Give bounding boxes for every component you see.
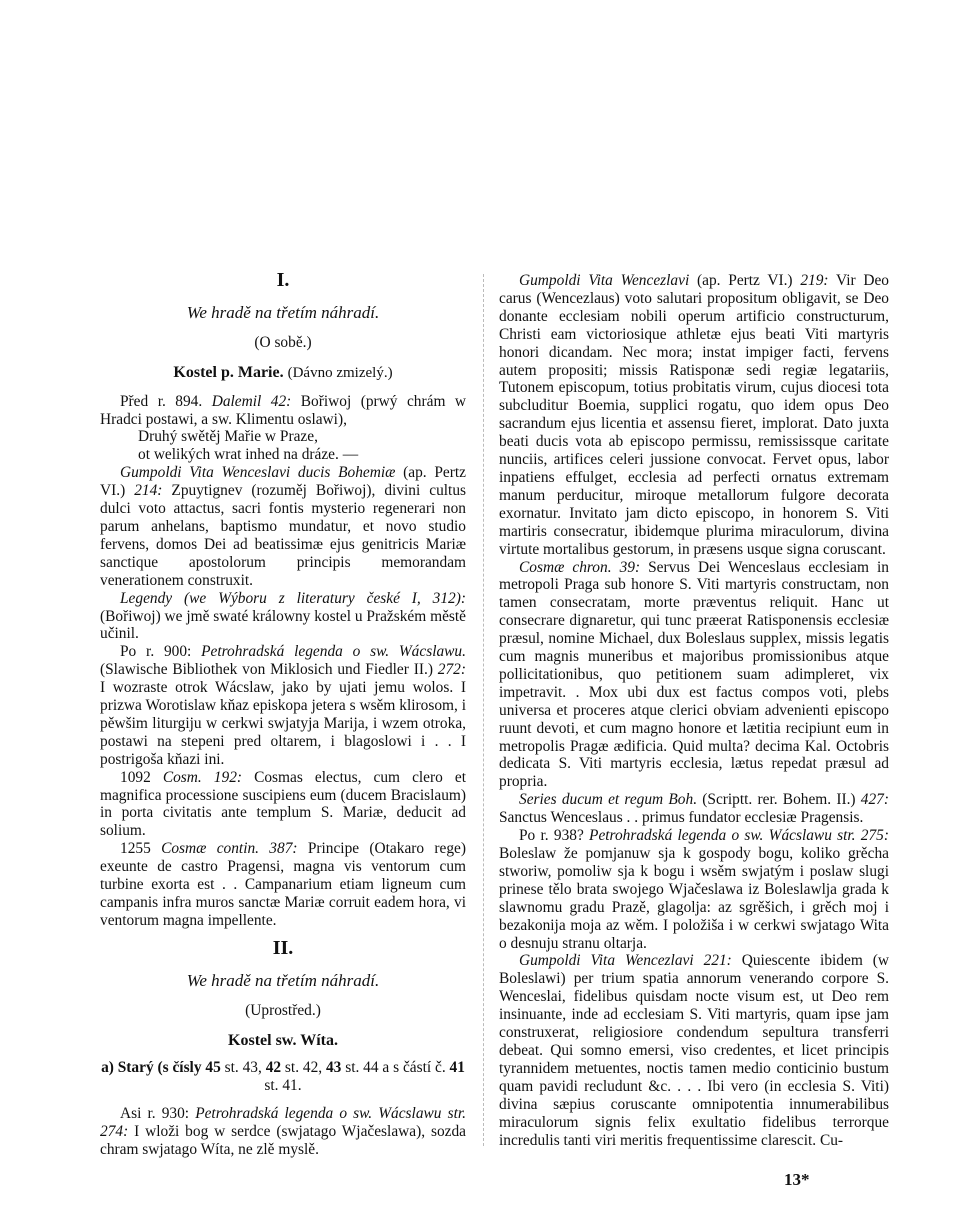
church-heading: Kostel sw. Wíta. bbox=[228, 1031, 338, 1049]
paragraph: Po r. 938? Petrohradská legenda o sw. Wácslawu str. 275: Boleslaw že pomjanuw sja k gospody bogu, koliko grěcha stworiw, pomoliw sja k bogu i wsěm swjatým i poslaw slugi prinese tělo brata swojego Wjačeslawa iz Boleslawlja grada k slawnomu gradu Prazě, glagolja: az sgrěšich, i grěch moj i bezakonija moja az wěm. I položiša i w cerkwi swjatago Wita o desnuju stranu oltarja. bbox=[499, 827, 889, 952]
source-citation: Petrohradská legenda o sw. Wácslawu str. 274: bbox=[100, 1105, 466, 1141]
paragraph: Gumpoldi Vita Wencezlavi (ap. Pertz VI.) 219: Vir Deo carus (Wencezlaus) voto salutari propositum obligavit, se Deo donante ecclesiam nobili operum artificio constructurum, Christi eam victoriosique athletæ ejus beati Viti martyris honori dicandam. Nec mora; instat impiger facti, fervens autem propositi; missis Ratisponæ sedi regiæ legatariis, Tutonem episcopum, totius probitatis virum, cujus diocesi tota subcluditur Boemia, supplici rogatu, quo idem opus Deo sacrandum ejus licentia et assensu fieret, implorat. Dato juxta beati ducis vota ab episcopo permissu, remississque caritate nunciis, artifices celeri jussione convocat. Fervet opus, labor inpatiens effulget, ecclesia ad perfecti ornatus extremam manum perducitur, miroque metallorum fulgore decorata exornatur. Invitato jam dicto episcopo, in honorem S. Viti martiris consecratur, ibidemque plurima miraculorum, divina virtute mortalibus gestorum, in præsens usque signa coruscant. bbox=[499, 272, 890, 558]
verse-line: ot welikých wrat inhed na dráze. — bbox=[138, 446, 359, 464]
left-column bbox=[100, 269, 467, 1159]
source-citation: Cosmæ contin. 387: bbox=[161, 840, 298, 858]
source-citation: Petrohradská legenda o sw. Wácslawu str. 275: bbox=[589, 827, 889, 845]
source-citation: Cosm. 192: bbox=[162, 768, 243, 786]
paragraph: Cosmæ chron. 39: Servus Dei Wenceslaus ecclesiam in metropoli Praga sub honore S. Viti martyris constructam, non tamen consecratam, morte præventus reliquit. Hanc ut consecrare dignaretur, qui tunc præerat Ratisponensis ecclesiæ præsul, nomine Michael, dux Boleslaus supplex, missis legatis cum magnis muneribus et majoribus promissionibus atque pollicitationibus, quo petitionem suam adimpleret, vix impetravit. . Mox ubi dux est factus compos voti, plebs universa et proceres atque clerici obviam advenienti episcopo ruunt devoti, et cum magno honore et lætitia recipiunt eum in metropolis Pragæ ædificia. Quid multa? decima Kal. Octobris dedicata S. Viti martyris ecclesia, lætus repedat præsul ad propria. bbox=[499, 558, 889, 791]
paragraph: Asi r. 930: Petrohradská legenda o sw. Wácslawu str. 274: I wloži bog w serdce (swjatago Wjačeslawa), sozda chram swjatago Wíta, ne zlě myslě. bbox=[100, 1105, 466, 1159]
section-number: II. bbox=[272, 936, 294, 959]
source-citation: Cosmæ chron. 39: bbox=[519, 558, 641, 576]
paragraph: Legendy (we Wýboru z literatury české I, 312): (Bořiwoj) we jmě swaté králowny kostel u Pražském městě učinil. bbox=[100, 589, 466, 643]
section-note: (Uprostřed.) bbox=[245, 1001, 321, 1019]
source-citation: Series ducum et regum Boh. bbox=[519, 791, 698, 809]
paragraph: 1255 Cosmæ contin. 387: Principe (Otakaro rege) exeunte de castro Pragensi, magna vis ventorum cum turbine exorta est . . Campanarium etiam ligneum cum campanis infra muros sanctæ Mariæ corruit eadem hora, vi ventorum magna impellente. bbox=[100, 840, 466, 929]
paragraph: 1092 Cosm. 192: Cosmas electus, cum clero et magnifica processione suscipiens eum (ducem Bracislaum) in porta civitatis ante templum S. Mariæ, deducit ad solium. bbox=[100, 768, 466, 840]
church-note: (Dávno zmizelý.) bbox=[287, 364, 393, 381]
paragraph: Po r. 900: Petrohradská legenda o sw. Wácslawu. (Slawische Bibliothek von Miklosich und Fiedler II.) 272: I wozraste otrok Wácslaw, jako by ujati jemu wolos. I prizwa Worotislaw kňaz episkopa jetera s wsěm klirosom, i pěwšim liturgiju w cerkwi swjatyja Marija, i wzem otroka, postawi na stepeni pred oltarem, i blagoslowi i . . I postrigoša kňazi ini. bbox=[100, 643, 466, 768]
church-heading: Kostel p. Marie. (Dávno zmizelý.) bbox=[173, 363, 393, 381]
source-citation: Legendy (we Wýboru z literatury české I, 312): bbox=[120, 589, 466, 607]
verse-line: Druhý swětěj Mařie w Praze, bbox=[138, 428, 318, 446]
page-signature: 13* bbox=[784, 1170, 810, 1189]
section-note: (O sobě.) bbox=[254, 333, 312, 351]
paragraph: Series ducum et regum Boh. (Scriptt. rer. Bohem. II.) 427: Sanctus Wenceslaus . . primus fundator ecclesiæ Pragensis. bbox=[499, 791, 889, 827]
paragraph: Gumpoldi Vita Wenceslavi ducis Bohemiæ (ap. Pertz VI.) 214: Zpuytignev (rozuměj Bořiwoj), divini cultus dulci voto attactus, sacri fontis mysterio regenerari non parum anhelans, baptismo mundatur, et novo studio fervens, domos Dei ad beatissimæ ejus genitricis Mariæ sanctique apostolorum principis memorandam venerationem construxit. bbox=[100, 464, 467, 589]
paragraph: Před r. 894. Dalemil 42: Bořiwoj (prwý chrám w Hradci postawi, a sw. Klimentu oslawi), bbox=[100, 392, 467, 428]
source-citation: Gumpoldi Vita Wencezlavi bbox=[519, 272, 690, 289]
source-citation: Petrohradská legenda o sw. Wácslawu. bbox=[201, 643, 466, 661]
section-title: We hradě na třetím náhradí. bbox=[186, 302, 380, 322]
paragraph: Gumpoldi Vita Wencezlavi 221: Quiescente ibidem (w Boleslawi) per trium spatia annorum venerando corpore S. Wenceslai, fidelibus quisdam nocte visum est, ut Deo rem insinuante, inde ad ecclesiam S. Viti martyris, quam ipse jam construxerat, religiosiore condendum sepultura transferri debeat. Qui somno emersi, viso credentes, et licet principis tyrannidem metuentes, noctis tamen medio conticinio bustum quam pavidi recludunt &c. . . . Ibi vero (in ecclesia S. Viti) divina sæpius coruscante omnipotentia innumerabilibus miraculorum signis felix exultatio fidelibus terrorque incredulis tanti viri meritis frequentissime clarescit. Cu- bbox=[499, 952, 889, 1149]
section-number: I. bbox=[276, 269, 290, 291]
column-divider bbox=[483, 274, 484, 1146]
section-title: We hradě na třetím náhradí. bbox=[186, 970, 380, 990]
source-citation: Dalemil 42: bbox=[211, 392, 292, 410]
source-citation: Gumpoldi Vita Wencezlavi 221: bbox=[519, 952, 732, 970]
subsection-heading: a) Starý (s čísly 45 st. 43, 42 st. 42, 43 st. 44 a s částí č. 41 st. 41. bbox=[101, 1059, 465, 1095]
right-column bbox=[499, 272, 889, 1149]
source-citation: Gumpoldi Vita Wenceslavi ducis Bohemiæ bbox=[120, 464, 396, 482]
